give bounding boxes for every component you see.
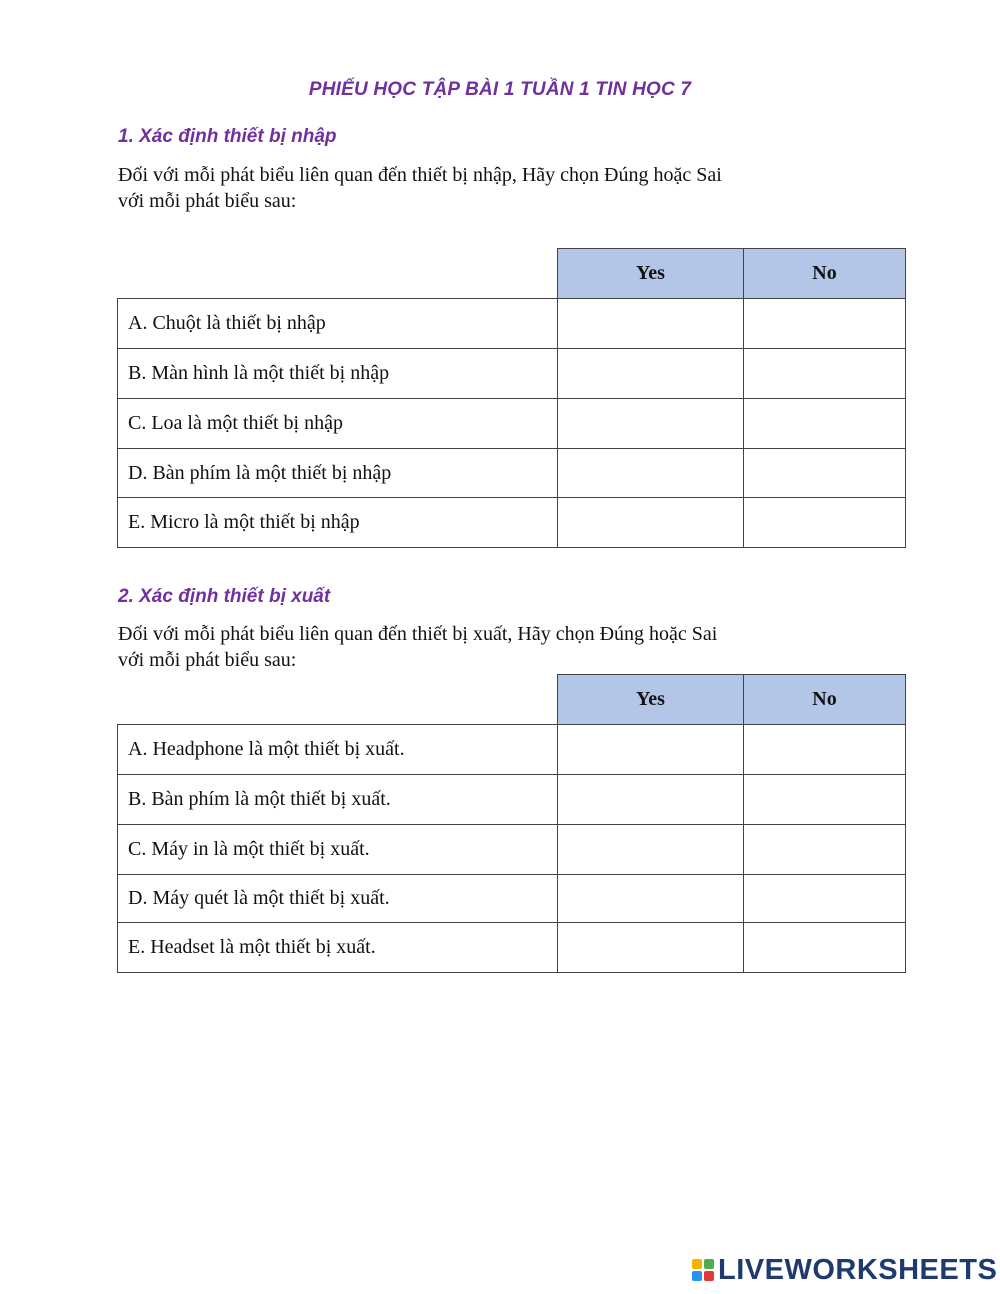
- table-row: [118, 449, 906, 498]
- table-row: [118, 399, 906, 449]
- answer-cell-no[interactable]: [744, 498, 906, 548]
- brand-name: LIVEWORKSHEETS: [718, 1253, 998, 1286]
- table-header-row: [118, 249, 906, 299]
- section-2-heading: 2. Xác định thiết bị xuất: [118, 586, 331, 607]
- answer-cell-yes[interactable]: [558, 875, 744, 923]
- answer-cell-yes[interactable]: [558, 825, 744, 875]
- section-1-intro-line-1: Đối với mỗi phát biểu liên quan đến thiết bị nhập, Hãy chọn Đúng hoặc Sai: [118, 164, 722, 186]
- answer-cell-yes[interactable]: [558, 399, 744, 449]
- answer-cell-no[interactable]: [744, 449, 906, 498]
- answer-cell-yes[interactable]: [558, 775, 744, 825]
- section-1-table: [117, 248, 906, 548]
- answer-cell-no[interactable]: [744, 399, 906, 449]
- table-row: [118, 498, 906, 548]
- answer-cell-yes[interactable]: [558, 349, 744, 399]
- statement-cell: C. Loa là một thiết bị nhập: [118, 399, 558, 449]
- statement-cell: B. Màn hình là một thiết bị nhập: [118, 349, 558, 399]
- answer-cell-yes[interactable]: [558, 498, 744, 548]
- column-header-yes: Yes: [558, 675, 744, 725]
- answer-cell-yes[interactable]: [558, 449, 744, 498]
- answer-cell-no[interactable]: [744, 299, 906, 349]
- answer-cell-no[interactable]: [744, 349, 906, 399]
- column-header-no: No: [744, 675, 906, 725]
- answer-cell-no[interactable]: [744, 875, 906, 923]
- table-row: [118, 825, 906, 875]
- statement-cell: D. Máy quét là một thiết bị xuất.: [118, 875, 558, 923]
- answer-cell-no[interactable]: [744, 725, 906, 775]
- answer-cell-yes[interactable]: [558, 923, 744, 973]
- section-1-intro-line-2: với mỗi phát biểu sau:: [118, 190, 297, 212]
- answer-cell-no[interactable]: [744, 825, 906, 875]
- section-2-intro-line-2: với mỗi phát biểu sau:: [118, 649, 297, 671]
- statement-cell: B. Bàn phím là một thiết bị xuất.: [118, 775, 558, 825]
- table-header-blank: [118, 675, 558, 725]
- table-row: [118, 775, 906, 825]
- answer-cell-no[interactable]: [744, 775, 906, 825]
- section-1-heading: 1. Xác định thiết bị nhập: [118, 126, 337, 147]
- worksheet-title: PHIẾU HỌC TẬP BÀI 1 TUẦN 1 TIN HỌC 7: [308, 79, 692, 100]
- statement-cell: A. Headphone là một thiết bị xuất.: [118, 725, 558, 775]
- section-2-table: [117, 674, 906, 973]
- statement-cell: A. Chuột là thiết bị nhập: [118, 299, 558, 349]
- liveworksheets-logo-icon: [692, 1259, 714, 1281]
- column-header-no: No: [744, 249, 906, 299]
- answer-cell-yes[interactable]: [558, 725, 744, 775]
- answer-cell-yes[interactable]: [558, 299, 744, 349]
- table-row: [118, 349, 906, 399]
- column-header-yes: Yes: [558, 249, 744, 299]
- answer-cell-no[interactable]: [744, 923, 906, 973]
- liveworksheets-logo: [692, 1254, 997, 1286]
- statement-cell: D. Bàn phím là một thiết bị nhập: [118, 449, 558, 498]
- statement-cell: E. Micro là một thiết bị nhập: [118, 498, 558, 548]
- section-2-intro-line-1: Đối với mỗi phát biểu liên quan đến thiết bị xuất, Hãy chọn Đúng hoặc Sai: [118, 623, 718, 645]
- statement-cell: C. Máy in là một thiết bị xuất.: [118, 825, 558, 875]
- statement-cell: E. Headset là một thiết bị xuất.: [118, 923, 558, 973]
- section-2-intro: [118, 621, 818, 673]
- table-header-row: [118, 675, 906, 725]
- table-row: [118, 299, 906, 349]
- section-1-intro: [118, 162, 818, 214]
- table-header-blank: [118, 249, 558, 299]
- table-row: [118, 923, 906, 973]
- table-row: [118, 875, 906, 923]
- table-row: [118, 725, 906, 775]
